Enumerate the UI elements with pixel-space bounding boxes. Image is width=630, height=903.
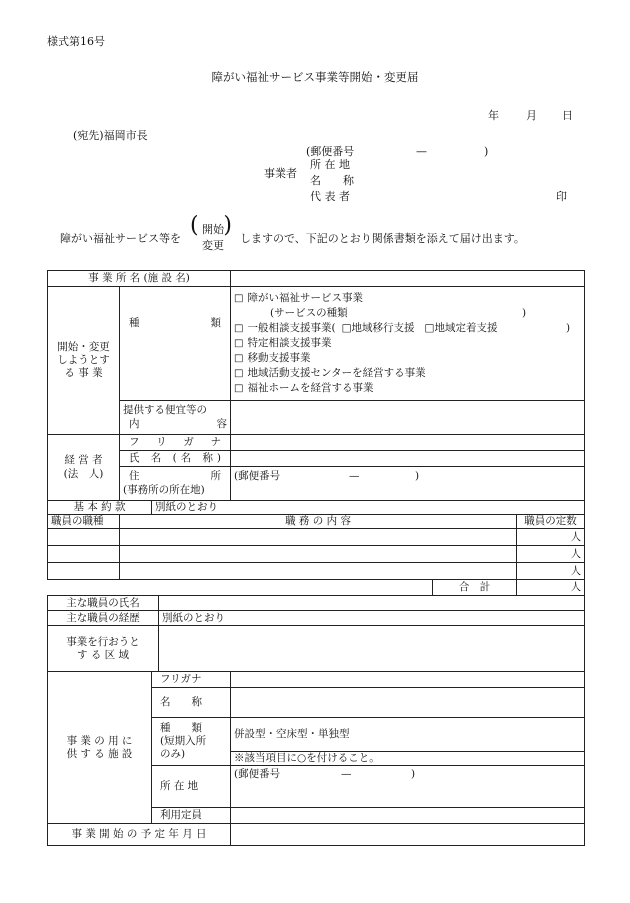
facility-kind-value[interactable]: 併設型・空床型・単独型 — [231, 718, 585, 752]
services-provided-label: 提供する便宜等の 内 容 — [120, 401, 231, 435]
service-area-label: 事業を行おうと す る 区 域 — [48, 626, 159, 672]
option-mobility-support[interactable]: □ 移動支援事業 — [234, 352, 311, 364]
statement-prefix: 障がい福祉サービス等を — [60, 232, 181, 245]
main-staff-career-label: 主な職員の経歴 — [48, 611, 159, 626]
facility-name-field-2[interactable] — [231, 688, 585, 718]
checkbox-icon: □ — [234, 323, 244, 334]
facility-location-label: 所 在 地 — [152, 766, 231, 808]
main-staff-career-value: 別紙のとおり — [159, 611, 585, 626]
option-service-type: (サービスの種類 ) — [270, 307, 527, 319]
statement-option-start: 開始 — [202, 223, 224, 236]
option-specific-consultation[interactable]: □ 特定相談支援事業 — [234, 337, 332, 349]
option-activity-center[interactable]: □ 地域活動支援センターを経営する事業 — [234, 367, 426, 379]
main-staff-names-field[interactable] — [159, 596, 585, 611]
addressee: (宛先)福岡市長 — [73, 129, 148, 142]
form-number: 様式第16号 — [47, 35, 105, 48]
option-community-settlement: □地域定着支援 — [424, 322, 498, 334]
option-welfare-home[interactable]: □ 福祉ホームを経営する事業 — [234, 382, 374, 394]
operator-furigana-label: フ リ ガ ナ — [120, 435, 231, 451]
postal-close: ) — [415, 470, 420, 482]
statement-choice — [190, 213, 232, 252]
staff-type-cell[interactable] — [48, 529, 120, 546]
applicant-postal-dash: — — [416, 145, 427, 158]
facility-name-field[interactable] — [231, 271, 585, 287]
facility-kind-label: 種 類 (短期入所 のみ) — [152, 718, 231, 766]
main-staff-names-label: 主な職員の氏名 — [48, 596, 159, 611]
staff-type-cell[interactable] — [48, 546, 120, 563]
facility-furigana-label: フリガナ — [152, 672, 231, 688]
total-count-cell[interactable]: 人 — [517, 580, 585, 596]
checkbox-icon: □ — [234, 293, 244, 304]
operator-name-label: 氏 名 (名 称) — [120, 451, 231, 467]
operator-name-field[interactable] — [231, 451, 585, 467]
document-title: 障がい福祉サービス事業等開始・変更届 — [211, 70, 419, 84]
postal-dash: — — [349, 470, 360, 482]
staff-count-cell[interactable]: 人 — [517, 529, 585, 546]
facility-section-label: 事 業 の 用 に 供 す る 施 設 — [48, 672, 152, 824]
applicant-rep-label: 代 表 者 — [310, 190, 350, 203]
business-kind-options — [231, 287, 585, 401]
postal-open: (郵便番号 — [234, 768, 281, 781]
seal-mark: 印 — [556, 190, 567, 203]
statement-option-change: 変更 — [202, 239, 224, 252]
date-year-label: 年 — [488, 109, 499, 122]
staff-count-cell[interactable]: 人 — [517, 546, 585, 563]
staff-count-cell[interactable]: 人 — [517, 563, 585, 580]
total-label: 合 計 — [433, 580, 517, 596]
postal-dash: — — [341, 768, 352, 781]
capacity-label: 利用定員 — [152, 808, 231, 824]
applicant-label: 事業者 — [264, 167, 297, 180]
notification-form-table — [47, 270, 585, 846]
service-area-field[interactable] — [159, 626, 585, 672]
postal-open: (郵便番号 — [234, 470, 281, 482]
staff-count-header: 職員の定数 — [517, 515, 585, 529]
option-general-consultation[interactable]: □ 一般相談支援事業( □地域移行支援 □地域定着支援 ) — [234, 322, 571, 334]
applicant-name-label: 名 称 — [310, 174, 354, 187]
duties-cell[interactable] — [120, 529, 517, 546]
checkbox-icon: □ — [234, 383, 244, 394]
duties-header: 職 務 の 内 容 — [120, 515, 517, 529]
start-date-label: 事 業 開 始 の 予 定 年 月 日 — [48, 824, 231, 846]
facility-kind-note: ※該当項目に○を付けること。 — [231, 752, 585, 766]
bracket-left: ( — [190, 213, 199, 238]
applicant-postal-close: ) — [484, 145, 489, 158]
checkbox-icon: □ — [234, 368, 244, 379]
duties-cell[interactable] — [120, 563, 517, 580]
kind-label: 種 類 — [120, 287, 231, 401]
checkbox-icon: □ — [234, 338, 244, 349]
option-welfare-service[interactable]: □ 障がい福祉サービス事業 — [234, 292, 363, 304]
statement-suffix: しますので、下記のとおり関係書類を添えて届け出ます。 — [240, 232, 525, 245]
facility-name-label-2: 名 称 — [152, 688, 231, 718]
start-date-field[interactable] — [231, 824, 585, 846]
business-section-label: 開始・変更 しようとす る 事 業 — [48, 287, 120, 435]
duties-cell[interactable] — [120, 546, 517, 563]
facility-furigana-field[interactable] — [231, 672, 585, 688]
checkbox-icon: □ — [234, 353, 244, 364]
applicant-address-label: 所 在 地 — [310, 158, 350, 171]
facility-name-label: 事 業 所 名 (施 設 名) — [48, 271, 231, 287]
total-spacer — [48, 580, 433, 596]
facility-location-field[interactable] — [231, 766, 585, 808]
operator-section-label: 経 営 者 (法 人) — [48, 435, 120, 501]
applicant-postal-open: (郵便番号 — [306, 145, 355, 158]
operator-furigana-field[interactable] — [231, 435, 585, 451]
bylaws-value: 別紙のとおり — [152, 501, 585, 515]
capacity-field[interactable] — [231, 808, 585, 824]
postal-close: ) — [411, 768, 416, 781]
operator-address-field[interactable] — [231, 467, 585, 501]
staff-type-header: 職員の職種 — [48, 515, 120, 529]
bylaws-label: 基 本 約 款 — [48, 501, 152, 515]
staff-type-cell[interactable] — [48, 563, 120, 580]
date-day-label: 日 — [562, 109, 573, 122]
bracket-right: ) — [223, 213, 232, 238]
services-provided-field[interactable] — [231, 401, 585, 435]
option-community-transition: □地域移行支援 — [341, 322, 415, 334]
date-month-label: 月 — [526, 109, 537, 122]
operator-address-label: 住 所 (事務所の所在地) — [120, 467, 231, 501]
